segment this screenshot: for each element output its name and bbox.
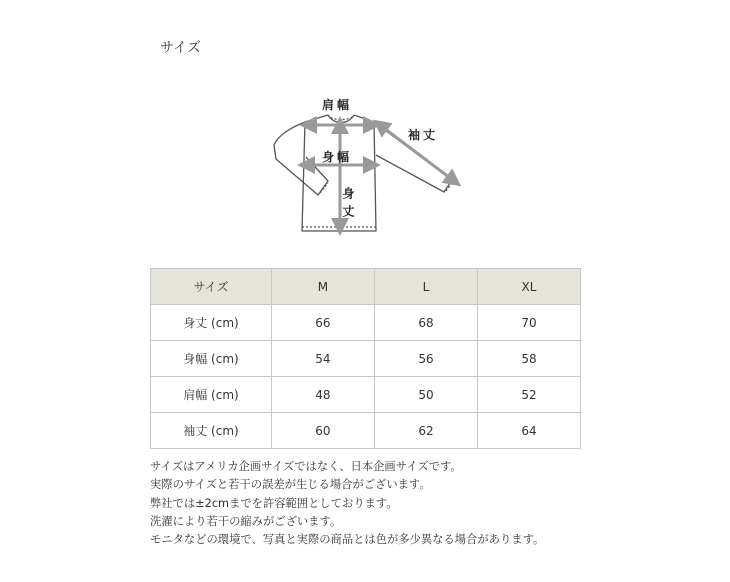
table-cell: 68 xyxy=(374,305,477,341)
table-cell: 56 xyxy=(374,341,477,377)
table-cell: 52 xyxy=(477,377,580,413)
table-row xyxy=(151,341,581,377)
table-row xyxy=(151,305,581,341)
note-line: 洗濯により若干の縮みがございます。 xyxy=(150,514,342,528)
tshirt-diagram-svg xyxy=(268,95,468,237)
table-cell: 54 xyxy=(271,341,374,377)
tshirt-measurement-diagram xyxy=(268,95,468,237)
row-label: 袖丈 (cm) xyxy=(151,413,272,449)
table-cell: 50 xyxy=(374,377,477,413)
note-line: サイズはアメリカ企画サイズではなく、日本企画サイズです。 xyxy=(150,460,462,473)
section-title: サイズ xyxy=(160,40,201,56)
table-cell: 64 xyxy=(477,413,580,449)
table-cell: 62 xyxy=(374,413,477,449)
header-cell-m: M xyxy=(271,269,374,305)
label-shoulder-width: 肩幅 xyxy=(322,98,353,112)
note-line: 弊社では±2cmまでを許容範囲としております。 xyxy=(150,496,398,510)
note-line: モニタなどの環境で、写真と実際の商品とは色が多少異なる場合があります。 xyxy=(150,533,545,547)
row-label: 身丈 (cm) xyxy=(151,305,272,341)
table-cell: 58 xyxy=(477,341,580,377)
header-cell-size: サイズ xyxy=(151,269,272,305)
note-line: 実際のサイズと若干の誤差が生じる場合がございます。 xyxy=(150,478,431,492)
size-table-header-row xyxy=(151,269,581,305)
table-row xyxy=(151,377,581,413)
label-sleeve-length: 袖丈 xyxy=(408,128,439,142)
table-cell: 70 xyxy=(477,305,580,341)
size-notes xyxy=(150,458,544,549)
table-row xyxy=(151,413,581,449)
label-body-width: 身幅 xyxy=(322,150,353,164)
table-cell: 48 xyxy=(271,377,374,413)
label-body-length: 身丈 xyxy=(341,187,355,223)
row-label: 肩幅 (cm) xyxy=(151,377,272,413)
row-label: 身幅 (cm) xyxy=(151,341,272,377)
header-cell-l: L xyxy=(374,269,477,305)
table-cell: 60 xyxy=(271,413,374,449)
table-cell: 66 xyxy=(271,305,374,341)
size-table xyxy=(150,268,581,449)
header-cell-xl: XL xyxy=(477,269,580,305)
